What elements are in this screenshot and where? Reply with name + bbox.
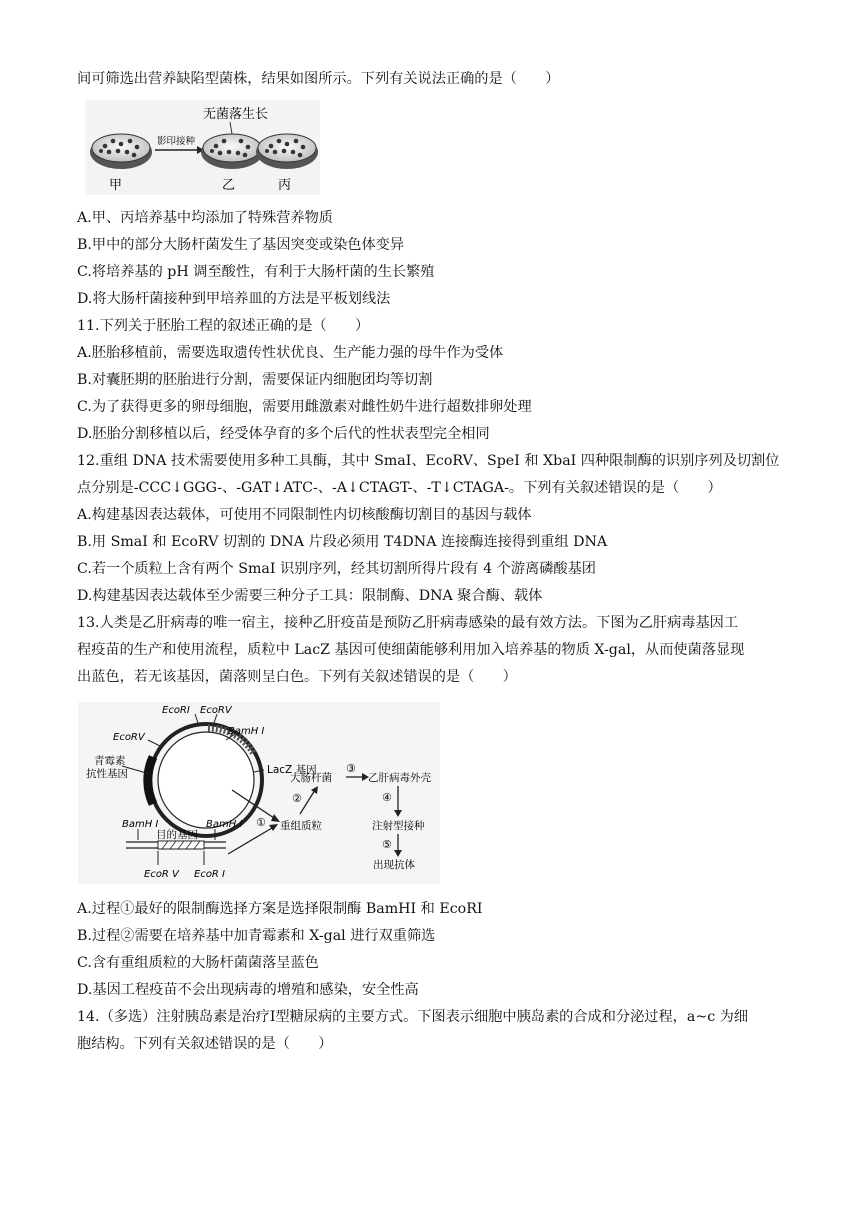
q11-option-d: D.胚胎分割移植以后，经受体孕育的多个后代的性状表型完全相同 bbox=[77, 426, 490, 442]
ecori-bottom-label: EcoR Ⅰ bbox=[194, 869, 226, 880]
ecori-top-label: EcoRI bbox=[162, 705, 190, 716]
q11-option-a: A.胚胎移植前，需要选取遗传性状优良、生产能力强的母牛作为受体 bbox=[77, 345, 504, 361]
q11-option-c: C.为了获得更多的卵母细胞，需要用雌激素对雌性奶牛进行超数排卵处理 bbox=[77, 399, 532, 415]
ecoli-label: 大肠杆菌 bbox=[290, 772, 332, 784]
q14-stem-line1: 14.（多选）注射胰岛素是治疗Ⅰ型糖尿病的主要方式。下图表示细胞中胰岛素的合成和分泌过程，a~c 为细 bbox=[77, 1009, 749, 1025]
step-3: ③ bbox=[346, 762, 356, 775]
q13-option-c: C.含有重组质粒的大肠杆菌菌落呈蓝色 bbox=[77, 955, 319, 971]
step-1: ① bbox=[256, 816, 266, 829]
plate-label-yi: 乙 bbox=[222, 178, 236, 193]
q13-stem-line2: 程疫苗的生产和使用流程，质粒中 LacZ 基因可使细菌能够利用加入培养基的物质 X-gal，从而使菌落显现 bbox=[77, 642, 745, 658]
q12-option-b: B.用 SmaI 和 EcoRV 切割的 DNA 片段必须用 T4DNA 连接酶连接得到重组 DNA bbox=[77, 534, 608, 550]
plasmid bbox=[148, 724, 265, 836]
ecorv-top-label: EcoRV bbox=[200, 705, 232, 716]
plate-label-jia: 甲 bbox=[109, 178, 123, 193]
q12-stem-line2: 点分别是-CCC↓GGG-、-GAT↓ATC-、-A↓CTAGT-、-T↓CTAGA-。下列有关叙述错误的是（ ） bbox=[77, 480, 722, 496]
plate-label-bing: 丙 bbox=[278, 178, 292, 193]
bamhi-right-label: BamH Ⅰ bbox=[228, 726, 265, 737]
ecorv-bottom-label: EcoR Ⅴ bbox=[144, 869, 179, 880]
bamhi-gene-left-label: BamH Ⅰ bbox=[122, 819, 159, 830]
step-4: ④ bbox=[382, 791, 392, 804]
q13-option-a: A.过程①最好的限制酶选择方案是选择限制酶 BamHI 和 EcoRI bbox=[77, 901, 483, 917]
plate-jia bbox=[90, 134, 152, 169]
q10-option-a: A.甲、丙培养基中均添加了特殊营养物质 bbox=[77, 210, 333, 226]
q10-option-d: D.将大肠杆菌接种到甲培养皿的方法是平板划线法 bbox=[77, 291, 391, 307]
q12-option-c: C.若一个质粒上含有两个 SmaI 识别序列，经其切割所得片段有 4 个游离磷酸基团 bbox=[77, 561, 596, 577]
recombinant-plasmid-label: 重组质粒 bbox=[280, 820, 322, 832]
hbv-shell-label: 乙肝病毒外壳 bbox=[368, 772, 431, 784]
plate-yi bbox=[201, 134, 263, 169]
q12-stem-line1: 12.重组 DNA 技术需要使用多种工具酶，其中 SmaI、EcoRV、SpeI 和 XbaI 四种限制酶的识别序列及切割位 bbox=[77, 453, 780, 469]
q13-option-d: D.基因工程疫苗不会出现病毒的增殖和感染，安全性高 bbox=[77, 982, 419, 998]
step-5: ⑤ bbox=[382, 838, 392, 851]
q10-figure bbox=[85, 100, 320, 195]
q13-option-b: B.过程②需要在培养基中加青霉素和 X-gal 进行双重筛选 bbox=[77, 928, 436, 944]
q10-option-b: B.甲中的部分大肠杆菌发生了基因突变或染色体变异 bbox=[77, 237, 405, 253]
q13-figure bbox=[78, 702, 440, 884]
target-gene-label: 目的基因 bbox=[156, 829, 198, 841]
q13-stem-line3: 出蓝色，若无该基因，菌落则呈白色。下列有关叙述错误的是（ ） bbox=[77, 669, 517, 685]
bamhi-gene-right-label: BamH Ⅰ bbox=[206, 819, 243, 830]
q10-stem: 间可筛选出营养缺陷型菌株，结果如图所示。下列有关说法正确的是（ ） bbox=[77, 71, 560, 87]
lacz-label: LacZ 基因 bbox=[267, 764, 317, 776]
plate-bing bbox=[256, 134, 318, 169]
no-colony-label: 无菌落生长 bbox=[203, 107, 269, 122]
replica-plating-label: 影印接种 bbox=[157, 136, 196, 147]
q13-stem-line1: 13.人类是乙肝病毒的唯一宿主，接种乙肝疫苗是预防乙肝病毒感染的最有效方法。下图为乙肝病毒基因工 bbox=[77, 615, 739, 631]
q10-option-c: C.将培养基的 pH 调至酸性，有利于大肠杆菌的生长繁殖 bbox=[77, 264, 435, 280]
q11-option-b: B.对囊胚期的胚胎进行分割，需要保证内细胞团均等切割 bbox=[77, 372, 433, 388]
q14-stem-line2: 胞结构。下列有关叙述错误的是（ ） bbox=[77, 1036, 333, 1052]
amp-label-2: 抗性基因 bbox=[86, 768, 128, 780]
injection-label: 注射型接种 bbox=[372, 820, 425, 832]
step-2: ② bbox=[292, 792, 302, 805]
q11-stem: 11.下列关于胚胎工程的叙述正确的是（ ） bbox=[77, 318, 370, 334]
amp-label-1: 青霉素 bbox=[94, 755, 126, 767]
q12-option-a: A.构建基因表达载体，可使用不同限制性内切核酸酶切割目的基因与载体 bbox=[77, 507, 532, 523]
q12-option-d: D.构建基因表达载体至少需要三种分子工具：限制酶、DNA 聚合酶、载体 bbox=[77, 588, 543, 604]
antibody-label: 出现抗体 bbox=[373, 859, 415, 871]
ecorv-left-label: EcoRV bbox=[113, 732, 145, 743]
